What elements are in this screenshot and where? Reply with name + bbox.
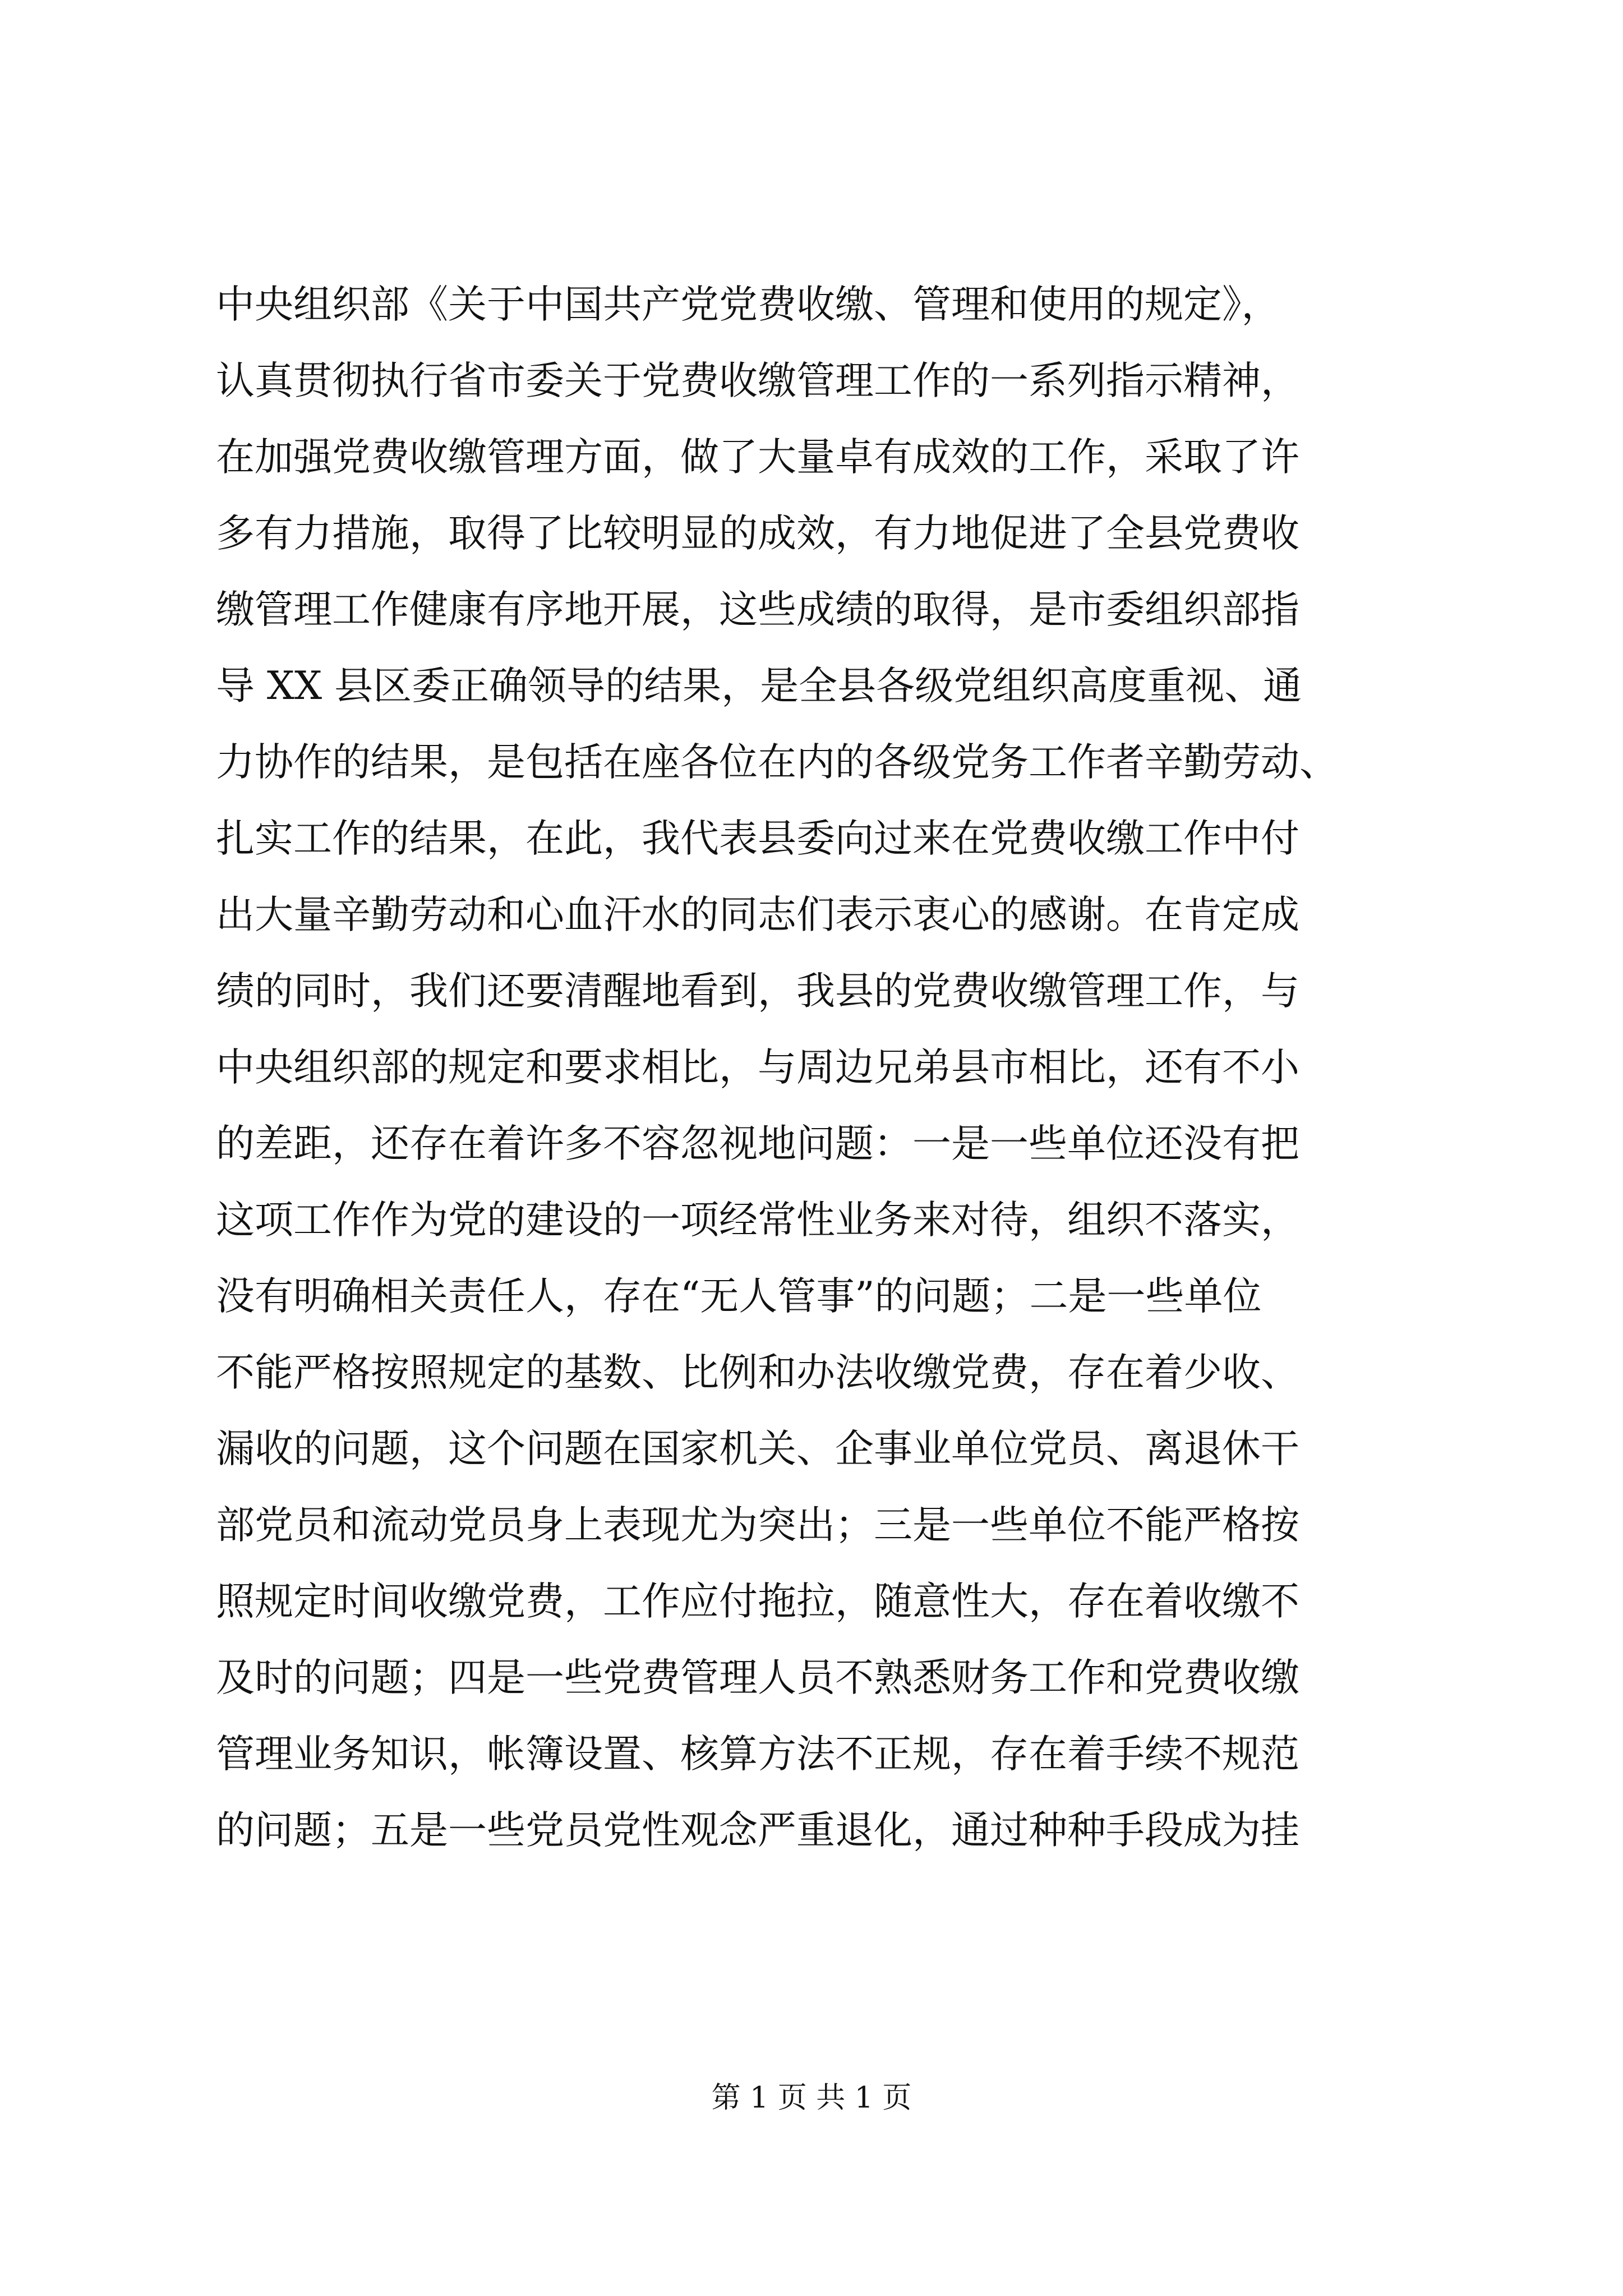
page-footer — [0, 2076, 1623, 2120]
text-line: 多有力措施，取得了比较明显的成效，有力地促进了全县党费收 — [216, 511, 1299, 556]
text-line: 没有明确相关责任人，存在“无人管事”的问题；二是一些单位 — [216, 1274, 1262, 1319]
text-line: 这项工作作为党的建设的一项经常性业务来对待，组织不落实， — [216, 1198, 1299, 1243]
text-line: 在加强党费收缴管理方面，做了大量卓有成效的工作，采取了许 — [216, 435, 1299, 480]
text-line: 扎实工作的结果，在此，我代表县委向过来在党费收缴工作中付 — [216, 816, 1299, 861]
text-line: 部党员和流动党员身上表现尤为突出；三是一些单位不能严格按 — [216, 1503, 1299, 1548]
page-number: 第 1 页 共 1 页 — [711, 2081, 912, 2115]
text-line: 力协作的结果，是包括在座各位在内的各级党务工作者辛勤劳动、 — [216, 740, 1338, 785]
text-line: 缴管理工作健康有序地开展，这些成绩的取得，是市委组织部指 — [216, 587, 1299, 632]
text-line: 的问题；五是一些党员党性观念严重退化，通过种种手段成为挂 — [216, 1808, 1299, 1853]
text-line: 绩的同时，我们还要清醒地看到，我县的党费收缴管理工作，与 — [216, 969, 1299, 1014]
text-line: 中央组织部《关于中国共产党党费收缴、管理和使用的规定》， — [216, 282, 1280, 327]
text-line: 及时的问题；四是一些党费管理人员不熟悉财务工作和党费收缴 — [216, 1655, 1299, 1700]
text-line: 的差距，还存在着许多不容忽视地问题：一是一些单位还没有把 — [216, 1121, 1299, 1166]
text-line: 漏收的问题，这个问题在国家机关、企事业单位党员、离退休干 — [216, 1427, 1299, 1471]
text-line: 中央组织部的规定和要求相比，与周边兄弟县市相比，还有不小 — [216, 1045, 1299, 1090]
text-line: 导 XX 县区委正确领导的结果，是全县各级党组织高度重视、通 — [216, 664, 1302, 708]
body-text — [216, 266, 1422, 1869]
text-line: 照规定时间收缴党费，工作应付拖拉，随意性大，存在着收缴不 — [216, 1579, 1299, 1624]
text-line: 管理业务知识，帐簿设置、核算方法不正规，存在着手续不规范 — [216, 1732, 1299, 1777]
text-line: 认真贯彻执行省市委关于党费收缴管理工作的一系列指示精神， — [216, 358, 1299, 403]
text-line: 出大量辛勤劳动和心血汗水的同志们表示衷心的感谢。在肯定成 — [216, 892, 1299, 937]
text-line: 不能严格按照规定的基数、比例和办法收缴党费，存在着少收、 — [216, 1350, 1299, 1395]
